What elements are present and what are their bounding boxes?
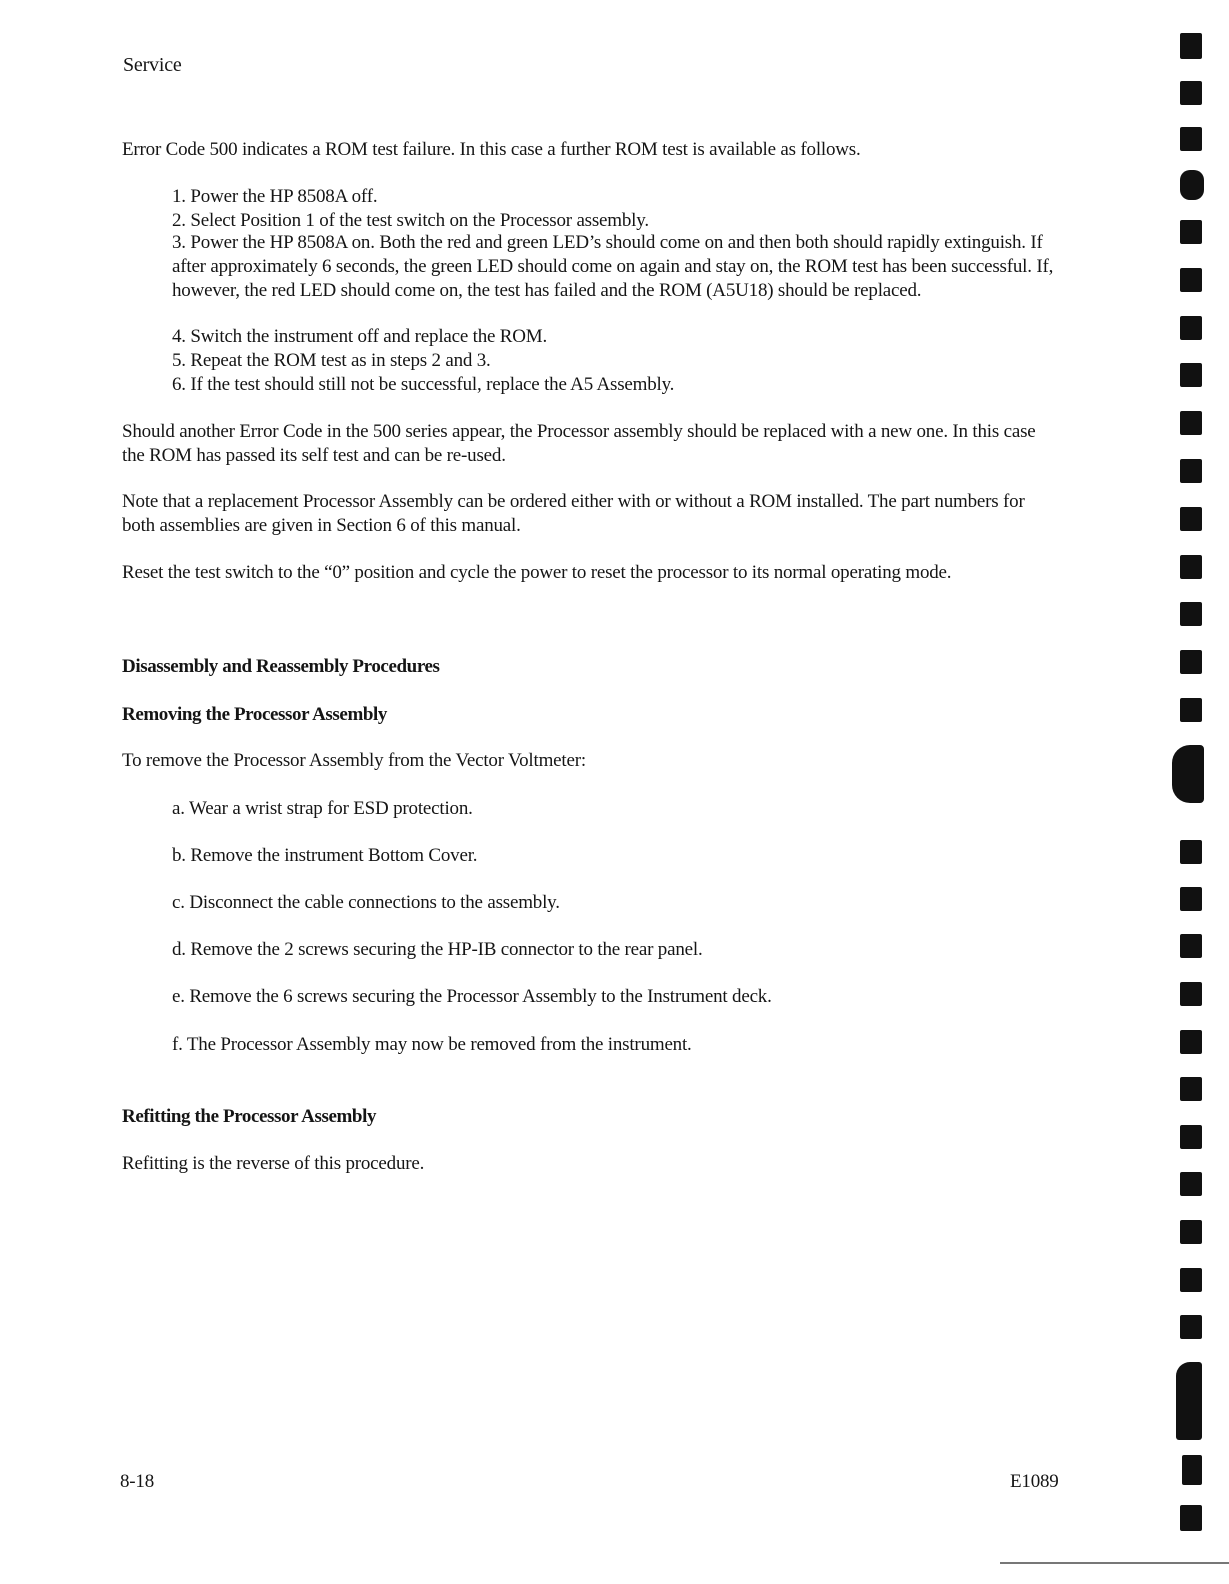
reset-paragraph: Reset the test switch to the “0” position and cycle the power to reset the processor to its normal operating mode. (122, 562, 952, 583)
binder-hole (1182, 1455, 1202, 1485)
binder-hole (1180, 1172, 1202, 1196)
rom-step-2: 2. Select Position 1 of the test switch on the Processor assembly. (172, 210, 649, 231)
rom-step-5: 5. Repeat the ROM test as in steps 2 and 3. (172, 350, 491, 371)
binder-hole (1180, 127, 1202, 151)
scan-edge-line (1000, 1562, 1229, 1564)
removing-intro: To remove the Processor Assembly from the Vector Voltmeter: (122, 750, 586, 771)
page-number: 8-18 (120, 1471, 155, 1492)
rom-step-4: 4. Switch the instrument off and replace the ROM. (172, 326, 548, 347)
binder-hole (1180, 1077, 1202, 1101)
error-500-series-paragraph: Should another Error Code in the 500 series appear, the Processor assembly should be replaced with a new one. In this case the ROM has passed its self test and can be re-used. (122, 421, 1036, 466)
removal-step-a: a. Wear a wrist strap for ESD protection. (172, 798, 473, 819)
binder-hole (1176, 1362, 1202, 1440)
binder-hole (1180, 81, 1202, 105)
binder-hole (1180, 650, 1202, 674)
binder-hole (1180, 507, 1202, 531)
removal-step-e: e. Remove the 6 screws securing the Processor Assembly to the Instrument deck. (172, 986, 772, 1007)
intro-paragraph: Error Code 500 indicates a ROM test failure. In this case a further ROM test is available as follows. (122, 139, 861, 160)
document-code: E1089 (1010, 1471, 1059, 1492)
rom-step-1: 1. Power the HP 8508A off. (172, 186, 378, 207)
refitting-text: Refitting is the reverse of this procedure. (122, 1153, 425, 1174)
binder-hole (1180, 698, 1202, 722)
binder-hole (1180, 555, 1202, 579)
binder-hole (1180, 1505, 1202, 1531)
binder-hole (1180, 1315, 1202, 1339)
binder-hole (1180, 316, 1202, 340)
replacement-note-paragraph: Note that a replacement Processor Assembly can be ordered either with or without a ROM installed. The part numbers for both assemblies are given in Section 6 of this manual. (122, 491, 1025, 536)
binder-hole (1180, 1125, 1202, 1149)
removal-step-f: f. The Processor Assembly may now be removed from the instrument. (172, 1034, 692, 1055)
binder-hole (1180, 1030, 1202, 1054)
binder-hole (1180, 459, 1202, 483)
removal-step-b: b. Remove the instrument Bottom Cover. (172, 845, 478, 866)
removal-step-d: d. Remove the 2 screws securing the HP-IB connector to the rear panel. (172, 939, 703, 960)
binder-hole (1180, 220, 1202, 244)
refitting-heading: Refitting the Processor Assembly (122, 1106, 377, 1127)
rom-step-6: 6. If the test should still not be successful, replace the A5 Assembly. (172, 374, 675, 395)
removing-heading: Removing the Processor Assembly (122, 704, 388, 725)
binder-hole (1180, 840, 1202, 864)
binder-hole (1180, 602, 1202, 626)
binder-hole (1180, 887, 1202, 911)
binder-hole (1172, 745, 1204, 803)
binder-hole (1180, 934, 1202, 958)
disassembly-heading: Disassembly and Reassembly Procedures (122, 656, 440, 677)
binder-hole (1180, 33, 1202, 59)
binder-hole (1180, 170, 1204, 200)
binder-hole (1180, 1220, 1202, 1244)
binder-hole (1180, 363, 1202, 387)
binder-hole (1180, 411, 1202, 435)
rom-step-3: 3. Power the HP 8508A on. Both the red and green LED’s should come on and then both should rapidly extinguish. If after approximately 6 seconds, the green LED should come on again and stay on, the ROM test has been successful. If, however, the red LED should come on, the test has failed and the ROM (A5U18) should be replaced. (172, 232, 1054, 301)
binder-hole (1180, 1268, 1202, 1292)
binder-hole (1180, 268, 1202, 292)
binder-hole (1180, 982, 1202, 1006)
section-header: Service (123, 54, 182, 76)
removal-step-c: c. Disconnect the cable connections to the assembly. (172, 892, 560, 913)
